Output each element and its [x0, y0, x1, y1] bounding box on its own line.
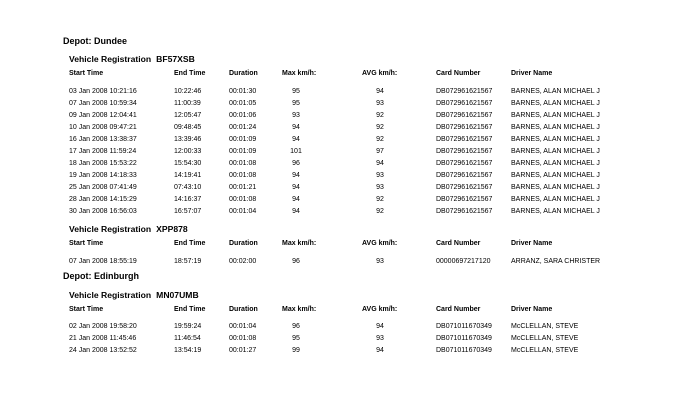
cell-driver-name: BARNES, ALAN MICHAEL J — [511, 100, 600, 107]
table-row — [0, 172, 700, 184]
cell-driver-name: BARNES, ALAN MICHAEL J — [511, 124, 600, 131]
cell-start-time: 21 Jan 2008 11:45:46 — [69, 335, 137, 342]
cell-end-time: 19:59:24 — [174, 323, 202, 330]
cell-start-time: 09 Jan 2008 12:04:41 — [69, 112, 137, 119]
cell-driver-name: McCLELLAN, STEVE — [511, 335, 579, 342]
table-row — [0, 160, 700, 172]
cell-driver-name: BARNES, ALAN MICHAEL J — [511, 172, 600, 179]
cell-start-time: 19 Jan 2008 14:18:33 — [69, 172, 137, 179]
cell-start-time: 07 Jan 2008 10:59:34 — [69, 100, 137, 107]
cell-max-speed: 94 — [292, 124, 300, 131]
cell-driver-name: ARRANZ, SARA CHRISTER — [511, 258, 601, 265]
col-duration: Duration — [229, 240, 258, 247]
cell-duration: 00:01:08 — [229, 172, 257, 179]
cell-avg-speed: 92 — [376, 196, 384, 203]
cell-card-number: DB071011670349 — [436, 335, 492, 342]
cell-avg-speed: 93 — [376, 100, 384, 107]
cell-duration: 00:01:21 — [229, 184, 257, 191]
cell-end-time: 14:19:41 — [174, 172, 202, 179]
cell-end-time: 07:43:10 — [174, 184, 202, 191]
depot-title: Depot: Dundee — [63, 36, 127, 46]
cell-start-time: 25 Jan 2008 07:41:49 — [69, 184, 137, 191]
cell-card-number: DB072961621567 — [436, 112, 493, 119]
cell-avg-speed: 92 — [376, 136, 384, 143]
table-row — [0, 196, 700, 208]
vehicle-registration: BF57XSB — [156, 54, 195, 64]
cell-duration: 00:01:05 — [229, 100, 257, 107]
cell-duration: 00:02:00 — [229, 258, 257, 265]
cell-card-number: DB072961621567 — [436, 88, 493, 95]
cell-max-speed: 101 — [290, 148, 302, 155]
cell-avg-speed: 92 — [376, 112, 384, 119]
cell-card-number: DB071011670349 — [436, 347, 492, 354]
cell-max-speed: 96 — [292, 323, 300, 330]
col-start-time: Start Time — [69, 70, 104, 77]
cell-driver-name: BARNES, ALAN MICHAEL J — [511, 196, 600, 203]
cell-start-time: 30 Jan 2008 16:56:03 — [69, 208, 137, 215]
cell-card-number: DB072961621567 — [436, 148, 493, 155]
cell-driver-name: BARNES, ALAN MICHAEL J — [511, 148, 600, 155]
vehicle-registration: XPP878 — [156, 224, 188, 234]
cell-duration: 00:01:09 — [229, 148, 257, 155]
cell-max-speed: 94 — [292, 196, 300, 203]
cell-card-number: DB072961621567 — [436, 124, 493, 131]
table-row — [0, 258, 700, 270]
cell-card-number: DB072961621567 — [436, 160, 493, 167]
cell-end-time: 13:39:46 — [174, 136, 202, 143]
cell-avg-speed: 93 — [376, 172, 384, 179]
vehicle-registration: MN07UMB — [156, 290, 199, 300]
cell-avg-speed: 93 — [376, 335, 384, 342]
col-card-number: Card Number — [436, 240, 481, 247]
depot-title: Depot: Edinburgh — [63, 271, 139, 281]
cell-card-number: DB072961621567 — [436, 196, 493, 203]
col-avg-speed: AVG km/h: — [362, 70, 398, 77]
col-max-speed: Max km/h: — [282, 306, 317, 313]
cell-avg-speed: 94 — [376, 323, 384, 330]
cell-avg-speed: 92 — [376, 208, 384, 215]
col-end-time: End Time — [174, 240, 206, 247]
cell-card-number: DB071011670349 — [436, 323, 492, 330]
cell-card-number: DB072961621567 — [436, 184, 493, 191]
vehicle-label: Vehicle Registration — [69, 224, 152, 234]
col-end-time: End Time — [174, 306, 206, 313]
cell-start-time: 18 Jan 2008 15:53:22 — [69, 160, 137, 167]
cell-max-speed: 95 — [292, 100, 300, 107]
cell-avg-speed: 94 — [376, 347, 384, 354]
cell-end-time: 12:00:33 — [174, 148, 202, 155]
cell-end-time: 14:16:37 — [174, 196, 202, 203]
cell-driver-name: BARNES, ALAN MICHAEL J — [511, 88, 600, 95]
cell-duration: 00:01:27 — [229, 347, 257, 354]
vehicle-heading — [69, 54, 195, 64]
cell-max-speed: 93 — [292, 112, 300, 119]
col-start-time: Start Time — [69, 306, 104, 313]
cell-driver-name: McCLELLAN, STEVE — [511, 347, 579, 354]
cell-start-time: 03 Jan 2008 10:21:16 — [69, 88, 137, 95]
cell-start-time: 02 Jan 2008 19:58:20 — [69, 323, 137, 330]
vehicle-label: Vehicle Registration — [69, 290, 152, 300]
table-row — [0, 323, 700, 335]
col-duration: Duration — [229, 70, 258, 77]
cell-start-time: 28 Jan 2008 14:15:29 — [69, 196, 137, 203]
cell-driver-name: BARNES, ALAN MICHAEL J — [511, 112, 600, 119]
cell-start-time: 24 Jan 2008 13:52:52 — [69, 347, 137, 354]
cell-card-number: 00000697217120 — [436, 258, 491, 265]
cell-driver-name: BARNES, ALAN MICHAEL J — [511, 208, 600, 215]
col-avg-speed: AVG km/h: — [362, 306, 398, 313]
cell-driver-name: BARNES, ALAN MICHAEL J — [511, 136, 600, 143]
table-header — [0, 70, 700, 82]
col-card-number: Card Number — [436, 306, 481, 313]
col-card-number: Card Number — [436, 70, 481, 77]
cell-max-speed: 94 — [292, 208, 300, 215]
cell-avg-speed: 93 — [376, 184, 384, 191]
table-row — [0, 184, 700, 196]
cell-max-speed: 99 — [292, 347, 300, 354]
cell-duration: 00:01:08 — [229, 196, 257, 203]
col-end-time: End Time — [174, 70, 206, 77]
cell-end-time: 11:46:54 — [174, 335, 201, 342]
cell-max-speed: 95 — [292, 88, 300, 95]
cell-start-time: 10 Jan 2008 09:47:21 — [69, 124, 137, 131]
cell-max-speed: 94 — [292, 172, 300, 179]
table-row — [0, 335, 700, 347]
col-max-speed: Max km/h: — [282, 70, 317, 77]
cell-start-time: 07 Jan 2008 18:55:19 — [69, 258, 137, 265]
vehicle-heading — [69, 224, 188, 234]
table-row — [0, 112, 700, 124]
table-row — [0, 136, 700, 148]
cell-end-time: 16:57:07 — [174, 208, 202, 215]
cell-duration: 00:01:08 — [229, 335, 257, 342]
cell-card-number: DB072961621567 — [436, 136, 493, 143]
cell-avg-speed: 93 — [376, 258, 384, 265]
table-row — [0, 88, 700, 100]
cell-end-time: 15:54:30 — [174, 160, 202, 167]
cell-max-speed: 94 — [292, 184, 300, 191]
cell-duration: 00:01:09 — [229, 136, 257, 143]
cell-end-time: 13:54:19 — [174, 347, 202, 354]
cell-duration: 00:01:04 — [229, 323, 257, 330]
table-row — [0, 208, 700, 220]
cell-card-number: DB072961621567 — [436, 100, 493, 107]
cell-end-time: 12:05:47 — [174, 112, 202, 119]
cell-duration: 00:01:08 — [229, 160, 257, 167]
col-driver-name: Driver Name — [511, 240, 553, 247]
cell-max-speed: 96 — [292, 160, 300, 167]
cell-max-speed: 96 — [292, 258, 300, 265]
cell-duration: 00:01:24 — [229, 124, 257, 131]
cell-avg-speed: 92 — [376, 124, 384, 131]
table-row — [0, 124, 700, 136]
cell-card-number: DB072961621567 — [436, 172, 493, 179]
vehicle-label: Vehicle Registration — [69, 54, 152, 64]
cell-start-time: 16 Jan 2008 13:38:37 — [69, 136, 137, 143]
cell-avg-speed: 94 — [376, 160, 384, 167]
col-duration: Duration — [229, 306, 258, 313]
cell-max-speed: 95 — [292, 335, 300, 342]
col-max-speed: Max km/h: — [282, 240, 317, 247]
cell-end-time: 18:57:19 — [174, 258, 202, 265]
cell-end-time: 10:22:46 — [174, 88, 202, 95]
cell-duration: 00:01:30 — [229, 88, 257, 95]
col-driver-name: Driver Name — [511, 70, 553, 77]
cell-end-time: 11:00:39 — [174, 100, 201, 107]
cell-duration: 00:01:06 — [229, 112, 257, 119]
cell-start-time: 17 Jan 2008 11:59:24 — [69, 148, 137, 155]
cell-avg-speed: 97 — [376, 148, 384, 155]
table-header — [0, 240, 700, 252]
cell-driver-name: BARNES, ALAN MICHAEL J — [511, 160, 600, 167]
cell-driver-name: McCLELLAN, STEVE — [511, 323, 579, 330]
vehicle-heading — [69, 290, 199, 300]
cell-card-number: DB072961621567 — [436, 208, 493, 215]
col-start-time: Start Time — [69, 240, 104, 247]
table-header — [0, 306, 700, 318]
table-row — [0, 100, 700, 112]
cell-end-time: 09:48:45 — [174, 124, 202, 131]
cell-duration: 00:01:04 — [229, 208, 257, 215]
col-avg-speed: AVG km/h: — [362, 240, 398, 247]
cell-max-speed: 94 — [292, 136, 300, 143]
table-row — [0, 148, 700, 160]
col-driver-name: Driver Name — [511, 306, 553, 313]
cell-avg-speed: 94 — [376, 88, 384, 95]
table-row — [0, 347, 700, 359]
cell-driver-name: BARNES, ALAN MICHAEL J — [511, 184, 600, 191]
